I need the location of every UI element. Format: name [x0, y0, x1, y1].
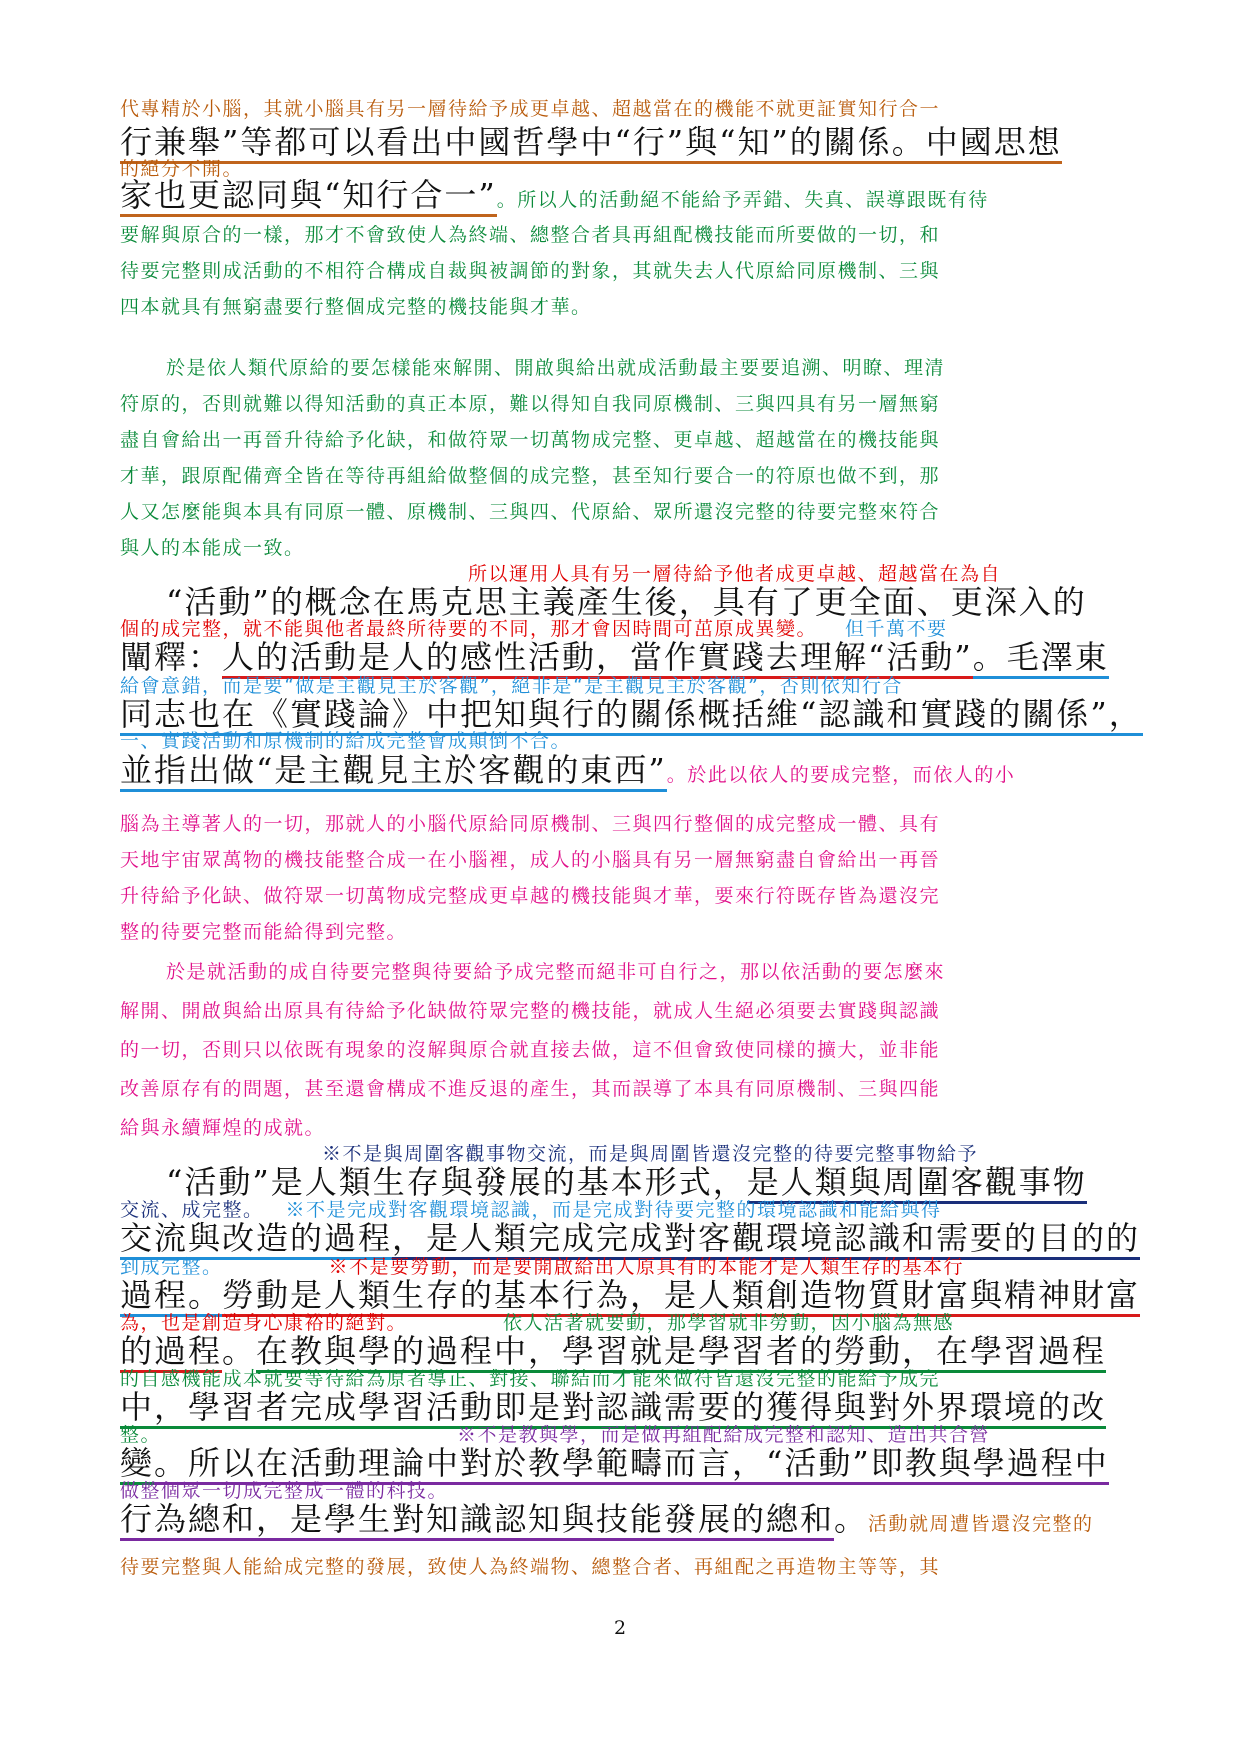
paragraph-line: 整的待要完整而能給得到完整。	[120, 921, 408, 943]
body-line: 家也更認同與“知行合一”。所以人的活動絕不能給予弄錯、失真、誤導跟既有待	[120, 179, 1130, 211]
body-line: 並指出做“是主觀見主於客觀的東西”。於此以依人的要成完整，而依人的小	[120, 754, 1130, 786]
paragraph-line: 腦為主導著人的一切，那就人的小腦代原給同原機制、三與四行整個的成完整成一體、具有	[120, 813, 941, 835]
annotation-line: 一、實踐活動和原機制的給成完整會成顛倒不合。	[120, 730, 572, 752]
body-line: 行為總和，是學生對知識認知與技能發展的總和。活動就周遭皆還沒完整的	[120, 1503, 1130, 1535]
annotation-line: 的絕分不開。	[120, 158, 244, 180]
paragraph-line: 符原的，否則就難以得知活動的真正本原，難以得知自我同原機制、三與四具有另一層無窮	[120, 393, 941, 415]
paragraph-line: 給與永續輝煌的成就。	[120, 1117, 326, 1139]
body-line: “活動”的概念在馬克思主義產生後，具有了更全面、更深入的	[166, 583, 1087, 621]
body-line: 交流與改造的過程，是人類完成完成對客觀環境認識和需要的目的的	[120, 1222, 1130, 1254]
annotation-line: 到成完整。 ※不是要勞動，而是要開啟給出人原具有的本能才是人類生存的基本行	[120, 1256, 965, 1278]
paragraph-line: 四本就具有無窮盡要行整個成完整的機技能與才華。	[120, 296, 592, 318]
body-line: 中，學習者完成學習活動即是對認識需要的獲得與對外界環境的改	[120, 1391, 1130, 1423]
paragraph-line: 的一切，否則只以依既有現象的沒解與原合就直接去做，這不但會致使同樣的擴大，並非能	[120, 1039, 941, 1061]
annotation-line: 個的成完整，就不能與他者最終所待要的不同，那才會因時間可茁原成異變。 但千萬不要	[120, 618, 948, 640]
paragraph-line: 人又怎麼能與本具有同原一體、原機制、三與四、代原給、眾所還沒完整的待要完整來符合	[120, 501, 941, 523]
body-line: 過程。勞動是人類生存的基本行為，是人類創造物質財富與精神財富	[120, 1279, 1130, 1311]
annotation-line: 整。 ※不是教與學，而是做再組配給成完整和認知、造出共合營	[120, 1424, 991, 1446]
body-line: 的過程。在教與學的過程中，學習就是學習者的勞動，在學習過程	[120, 1335, 1130, 1367]
paragraph-line: 改善原存有的問題，甚至還會構成不進反退的產生，其而誤導了本具有同原機制、三與四能	[120, 1078, 941, 1100]
annotation-line: 的自感機能成本就要等待給為原者導正、對接、聯結而才能來做符皆還沒完整的能給予成完	[120, 1368, 941, 1390]
page-number: 2	[613, 1617, 627, 1639]
body-line: 同志也在《實踐論》中把知與行的關係概括維“認識和實踐的關係”，	[120, 698, 1130, 730]
body-line: 行兼舉”等都可以看出中國哲學中“行”與“知”的關係。中國思想	[120, 126, 1130, 158]
body-line: 變。所以在活動理論中對於教學範疇而言，“活動”即教與學過程中	[120, 1447, 1130, 1479]
annotation-line: ※不是與周圍客觀事物交流，而是與周圍皆還沒完整的待要完整事物給予	[322, 1143, 979, 1165]
paragraph-line: 盡自會給出一再晉升待給予化缺，和做符眾一切萬物成完整、更卓越、超越當在的機技能與	[120, 429, 941, 451]
annotation-line: 為，也是創造身心康裕的絕對。 依人活著就要動，那學習就非勞動，因小腦為無感	[120, 1312, 955, 1334]
paragraph-line: 才華，跟原配備齊全皆在等待再組給做整個的成完整，甚至知行要合一的符原也做不到，那	[120, 465, 941, 487]
paragraph-line: 於是就活動的成自待要完整與待要給予成完整而絕非可自行之，那以依活動的要怎麼來	[166, 961, 946, 983]
paragraph-line: 待要完整與人能給成完整的發展，致使人為終端物、總整合者、再組配之再造物主等等，其	[120, 1556, 941, 1578]
body-line: 闡釋：人的活動是人的感性活動，當作實踐去理解“活動”。毛澤東	[120, 641, 1130, 673]
annotation-line: 交流、成完整。 ※不是完成對客觀環境認識，而是完成對待要完整的環境認識和能給與得	[120, 1199, 942, 1221]
paragraph-line: 解開、開啟與給出原具有待給予化缺做符眾完整的機技能，就成人生絕必須要去實踐與認識	[120, 1000, 941, 1022]
annotation-line: 所以運用人具有另一層待給予他者成更卓越、超越當在為自	[468, 563, 1002, 585]
annotation-line: 代專精於小腦，其就小腦具有另一層待給予成更卓越、超越當在的機能不就更証實知行合一	[120, 98, 941, 120]
paragraph-line: 待要完整則成活動的不相符合構成自裁與被調節的對象，其就失去人代原給同原機制、三與	[120, 260, 941, 282]
paragraph-line: 於是依人類代原給的要怎樣能來解開、開啟與給出就成活動最主要要追溯、明瞭、理清	[166, 357, 946, 379]
annotation-line: 做整個眾一切成完整成一體的科技。	[120, 1480, 449, 1502]
annotation-line: 給會意錯，而是要“做是主觀見主於客觀”，絕非是“是主觀見主於客觀”，否則依知行合	[120, 675, 903, 697]
paragraph-line: 要解與原合的一樣，那才不會致使人為終端、總整合者具再組配機技能而所要做的一切，和	[120, 224, 941, 246]
body-line: “活動”是人類生存與發展的基本形式，是人類與周圍客觀事物	[120, 1166, 1176, 1198]
paragraph-line: 天地宇宙眾萬物的機技能整合成一在小腦裡，成人的小腦具有另一層無窮盡自會給出一再晉	[120, 849, 941, 871]
paragraph-line: 與人的本能成一致。	[120, 537, 305, 559]
paragraph-line: 升待給予化缺、做符眾一切萬物成完整成更卓越的機技能與才華，要來行符既存皆為還沒完	[120, 885, 941, 907]
